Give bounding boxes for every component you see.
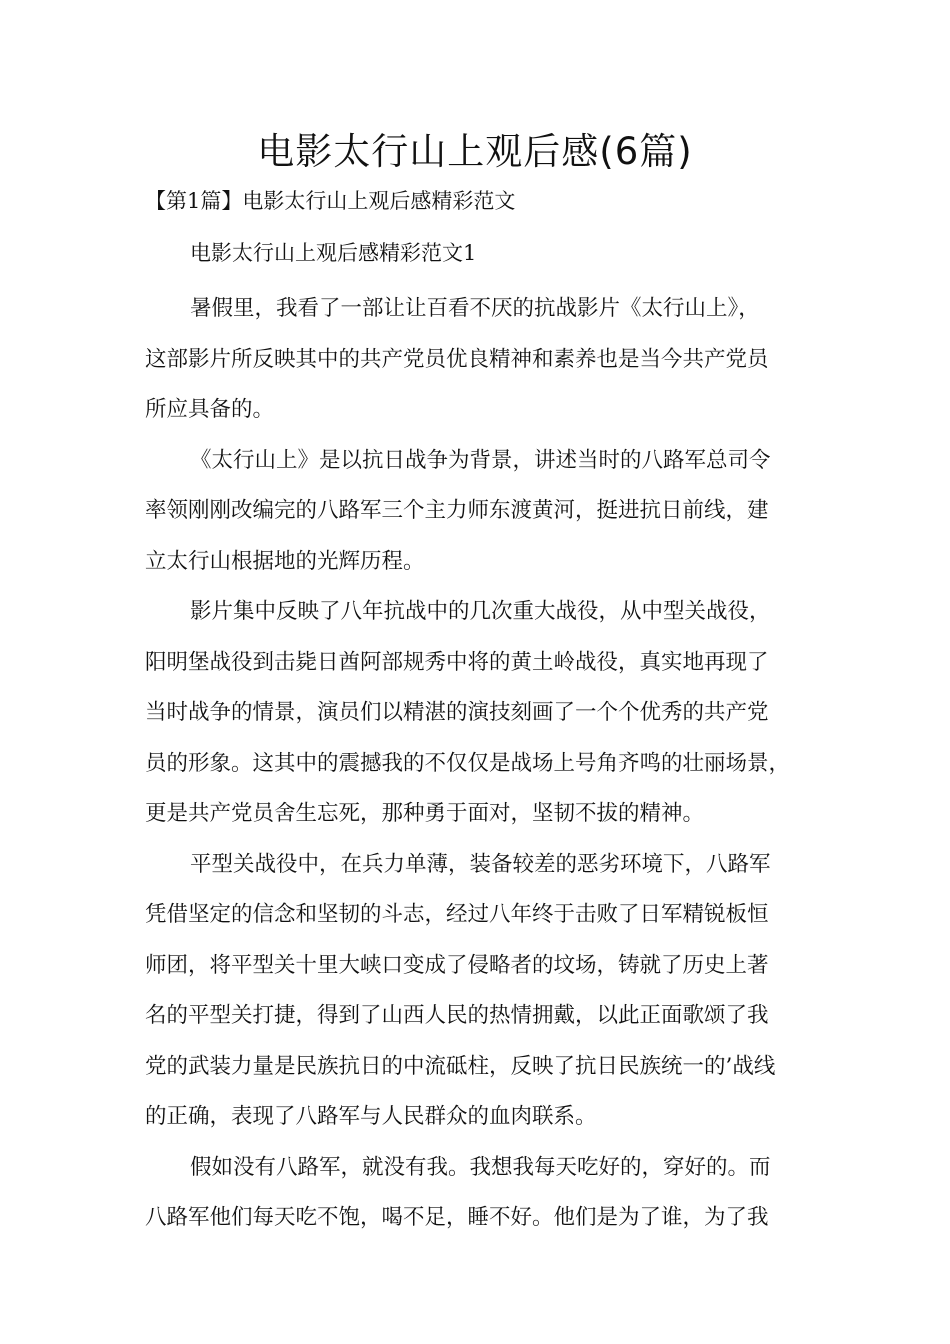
paragraph-line: 率领刚刚改编完的八路军三个主力师东渡黄河，挺进抗日前线，建: [145, 498, 769, 523]
paragraph-2: [145, 436, 805, 588]
section-heading: 【第1篇】电影太行山上观后感精彩范文: [145, 189, 516, 213]
paragraph-5: [145, 1143, 805, 1244]
paragraph-line: 这部影片所反映其中的共产党员优良精神和素养也是当今共产党员: [145, 346, 769, 372]
paragraph-line: 立太行山根据地的光辉历程。: [145, 548, 425, 574]
paragraph-line: 影片集中反映了八年抗战中的几次重大战役，从中型关战役，: [190, 599, 771, 624]
paragraph-line: 八路军他们每天吃不饱，喝不足，睡不好。他们是为了谁，为了我: [145, 1205, 769, 1230]
paragraph-line: 师团，将平型关十里大峡口变成了侵略者的坟场，铸就了历史上著: [145, 952, 769, 978]
essay-subheading: 电影太行山上观后感精彩范文1: [190, 241, 477, 265]
paragraph-line: 《太行山上》是以抗日战争为背景，讲述当时的八路军总司令: [190, 447, 771, 473]
paragraph-line: 所应具备的。: [145, 397, 275, 422]
paragraph-line: 党的武装力量是民族抗日的中流砥柱，反映了抗日民族统一的’战线: [145, 1053, 776, 1079]
paragraph-line: 平型关战役中，在兵力单薄，装备较差的恶劣环境下，八路军: [190, 851, 771, 877]
paragraph-line: 当时战争的情景，演员们以精湛的演技刻画了一个个优秀的共产党: [145, 700, 769, 725]
essay-body: [145, 284, 805, 1244]
paragraph-line: 暑假里，我看了一部让让百看不厌的抗战影片《太行山上》，: [190, 296, 760, 321]
paragraph-line: 凭借坚定的信念和坚韧的斗志，经过八年终于击败了日军精锐板恒: [145, 902, 769, 927]
paragraph-line: 更是共产党员舍生忘死，那种勇于面对，坚韧不拔的精神。: [145, 801, 705, 826]
document-title: 电影太行山上观后感(6篇): [257, 130, 693, 173]
paragraph-line: 的正确，表现了八路军与人民群众的血肉联系。: [145, 1104, 597, 1129]
paragraph-line: 假如没有八路军，就没有我。我想我每天吃好的，穿好的。而: [190, 1154, 771, 1180]
paragraph-4: [145, 840, 805, 1143]
paragraph-line: 阳明堡战役到击毙日酋阿部规秀中将的黄土岭战役，真实地再现了: [145, 649, 769, 675]
paragraph-line: 名的平型关打捷，得到了山西人民的热情拥戴，以此正面歌颂了我: [145, 1003, 769, 1028]
paragraph-3: [145, 587, 805, 840]
paragraph-1: [145, 284, 805, 436]
paragraph-line: 员的形象。这其中的震撼我的不仅仅是战场上号角齐鸣的壮丽场景，: [145, 750, 791, 776]
